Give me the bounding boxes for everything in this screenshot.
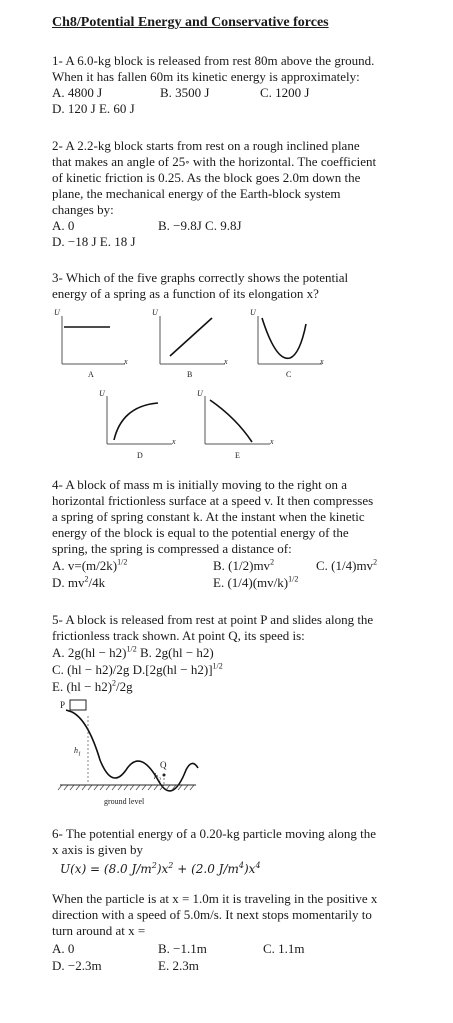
q4-text-line-1: 4- A block of mass m is initially moving to the right on a <box>52 477 348 492</box>
q5-option-e-text: E. (hl − h2) <box>52 679 113 694</box>
graph-b-curve <box>170 318 212 356</box>
graph-d-x-label: x <box>172 437 176 446</box>
label-p: P <box>60 700 66 710</box>
ground-hatch <box>58 785 194 790</box>
track-curve <box>66 710 198 791</box>
q4-option-a <box>52 558 127 574</box>
q5-option-d-sup: 1/2 <box>212 661 223 671</box>
graph-e-letter: E <box>235 451 240 460</box>
q6-option-a: A. 0 <box>52 941 75 956</box>
q3-text-line-1: 3- Which of the five graphs correctly shows the potential <box>52 270 349 285</box>
graph-d-y-label: U <box>99 389 105 398</box>
q5-options-a-b <box>52 645 214 661</box>
q5-text-line-2: frictionless track shown. At point Q, its speed is: <box>52 628 305 643</box>
q4-text-line-5: spring, the spring is compressed a distance of: <box>52 541 292 556</box>
graph-e-x-label: x <box>270 437 274 446</box>
q2-options-b-c: B. −9.8J C. 9.8J <box>158 218 242 233</box>
q2-option-a: A. 0 <box>52 218 75 233</box>
page-title: Ch8/Potential Energy and Conservative forces <box>52 15 329 30</box>
q5-option-a-text: A. 2g(hl − h2) <box>52 645 127 660</box>
q2-text-line-2 <box>52 154 376 170</box>
eq-part-d: )x <box>243 862 256 876</box>
q5-option-e-sup: 2 <box>112 678 117 688</box>
q6-option-c: C. 1.1m <box>263 941 305 956</box>
q2-text-line-4: plane, the mechanical energy of the Earth-block system <box>52 186 341 201</box>
eq-part-b-sup: 2 <box>168 861 174 870</box>
q1-options-d-e: D. 120 J E. 60 J <box>52 101 135 116</box>
q6-text-line-2: x axis is given by <box>52 842 143 857</box>
q4-option-a-sup: 1/2 <box>117 557 128 567</box>
q6-text-line-3: When the particle is at x = 1.0m it is traveling in the positive x <box>52 891 378 906</box>
q1-option-a: A. 4800 J <box>52 85 103 100</box>
graph-c-y-label: U <box>250 308 256 317</box>
q4-option-e-sup: 1/2 <box>288 574 299 584</box>
graph-d-letter: D <box>137 451 143 460</box>
q4-option-d <box>52 575 105 591</box>
label-h2-main: h <box>154 772 158 781</box>
q5-option-d-text: D.[2g(hl − h2)] <box>129 662 213 677</box>
graph-a-x-label: x <box>124 357 128 366</box>
q5-options-c-d <box>52 662 223 678</box>
graph-b-letter: B <box>187 370 193 379</box>
graph-a-letter: A <box>88 370 94 379</box>
eq-part-c: + (2.0 J/m <box>173 862 239 876</box>
q6-text-line-4: direction with a speed of 5.0m/s. It next stops momentarily to <box>52 907 372 922</box>
q5-option-c-text: C. (hl − h2)/2g <box>52 662 130 677</box>
eq-part-a: U(x) = (8.0 J/m <box>60 862 152 876</box>
graph-e-curve <box>210 400 252 442</box>
label-q: Q <box>160 760 167 770</box>
q2-line2-post: with the horizontal. The coefficient <box>189 154 377 169</box>
q4-option-c-sup: 2 <box>373 557 378 567</box>
q5-option-e <box>52 679 133 695</box>
q3-text-line-2: energy of a spring as a function of its elongation x? <box>52 286 319 301</box>
q4-option-d-text: D. mv <box>52 575 85 590</box>
eq-part-d-sup: 4 <box>255 861 261 870</box>
eq-part-a-sup: 2 <box>151 861 157 870</box>
graph-b-y-label: U <box>152 308 158 317</box>
q2-text-line-3: of kinetic friction is 0.25. As the block goes 2.0m down the <box>52 170 361 185</box>
q4-option-a-text: A. v=(m/2k) <box>52 558 118 573</box>
q4-option-e-text: E. (1/4)(mv/k) <box>213 575 289 590</box>
point-q-marker <box>163 774 166 777</box>
eq-part-b: )x <box>156 862 169 876</box>
eq-part-c-sup: 4 <box>238 861 244 870</box>
label-h1-sub: 1 <box>78 751 81 758</box>
q6-text-line-5: turn around at x = <box>52 923 146 938</box>
q1-text-line-1: 1- A 6.0-kg block is released from rest 80m above the ground. <box>52 53 375 68</box>
q4-option-c-text: C. (1/4)mv <box>316 558 374 573</box>
potential-energy-equation <box>60 861 261 877</box>
q6-option-b: B. −1.1m <box>158 941 207 956</box>
q4-text-line-4: energy of the block is equal to the potential energy of the <box>52 525 349 540</box>
label-h2 <box>154 772 161 784</box>
ground-level-label: ground level <box>104 797 145 806</box>
q4-option-e <box>213 575 298 591</box>
graph-d-curve <box>114 403 158 440</box>
graph-a-y-label: U <box>54 308 60 317</box>
q4-option-c <box>316 558 377 574</box>
q1-text-line-2: When it has fallen 60m its kinetic energy is approximately: <box>52 69 360 84</box>
q6-option-e: E. 2.3m <box>158 958 199 973</box>
degree-symbol: ∘ <box>185 157 190 167</box>
q1-option-b: B. 3500 J <box>160 85 210 100</box>
label-h2-sub: 2 <box>158 777 161 784</box>
q2-text-line-1: 2- A 2.2-kg block starts from rest on a rough inclined plane <box>52 138 360 153</box>
q2-text-line-5: changes by: <box>52 202 114 217</box>
q4-option-b-text: B. (1/2)mv <box>213 558 271 573</box>
q4-option-b-sup: 2 <box>270 557 275 567</box>
graph-c-curve <box>262 318 306 358</box>
q5-text-line-1: 5- A block is released from rest at point P and slides along the <box>52 612 374 627</box>
graph-e-y-label: U <box>197 389 203 398</box>
q6-text-line-1: 6- The potential energy of a 0.20-kg particle moving along the <box>52 826 377 841</box>
graph-b-x-label: x <box>224 357 228 366</box>
q6-option-d: D. −2.3m <box>52 958 102 973</box>
block-at-p <box>70 700 86 710</box>
q5-option-e-post: /2g <box>116 679 133 694</box>
label-h1-main: h <box>74 746 78 755</box>
q4-option-d-sup: 2 <box>84 574 89 584</box>
q2-options-d-e: D. −18 J E. 18 J <box>52 234 136 249</box>
q2-line2-pre: that makes an angle of 25 <box>52 154 186 169</box>
q5-option-b-text: B. 2g(hl − h2) <box>136 645 214 660</box>
q4-text-line-2: horizontal frictionless surface at a speed v. It then compresses <box>52 493 374 508</box>
graph-c-letter: C <box>286 370 292 379</box>
q4-option-d-post: /4k <box>88 575 106 590</box>
q5-option-a-sup: 1/2 <box>126 644 137 654</box>
label-h1 <box>74 746 81 758</box>
q4-option-b <box>213 558 274 574</box>
graph-c-x-label: x <box>320 357 324 366</box>
q4-text-line-3: a spring of spring constant k. At the instant when the kinetic <box>52 509 365 524</box>
q1-option-c: C. 1200 J <box>260 85 310 100</box>
